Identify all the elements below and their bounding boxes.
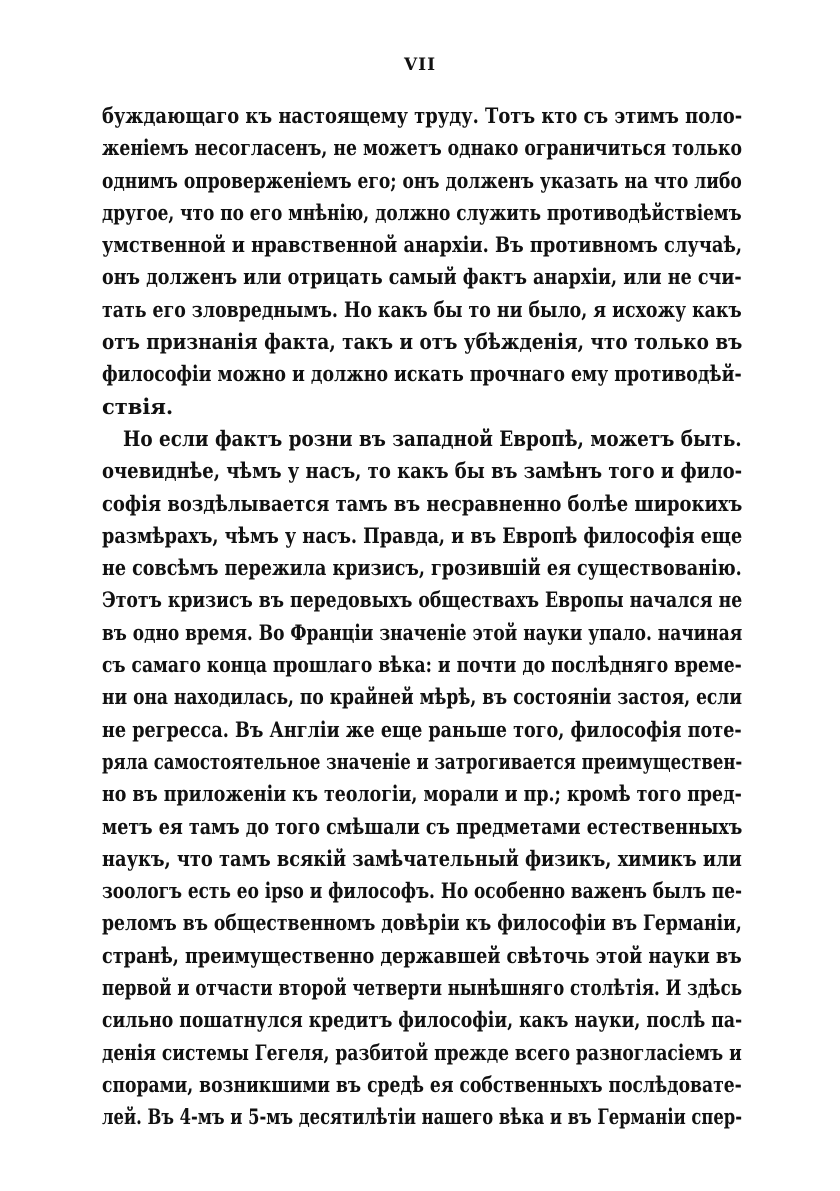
text-line: спорами, возникшими въ средѣ ея собственныхъ послѣдовате- xyxy=(102,1071,742,1097)
text-line: денія системы Гегеля, разбитой прежде всего разногласіемъ и xyxy=(102,1039,742,1065)
text-line: ряла самостоятельное значеніе и затрогивается преимуществен- xyxy=(102,748,743,774)
text-line: Этотъ кризисъ въ передовыхъ обществахъ Европы начался не xyxy=(102,587,743,613)
text-line: умственной и нравственной анархіи. Въ противномъ случаѣ, xyxy=(102,232,743,258)
text-line: тать его зловреднымъ. Но какъ бы то ни было, я исхожу какъ xyxy=(102,296,742,322)
text-line: размѣрахъ, чѣмъ у насъ. Правда, и въ Европѣ философія еще xyxy=(102,522,743,548)
text-line: не совсѣмъ пережила кризисъ, грозившій ея существованію. xyxy=(102,555,742,581)
text-line: другое, что по его мнѣнію, должно служить противодѣйствіемъ xyxy=(102,199,742,225)
text-line: не регресса. Въ Англіи же еще раньше того, философія поте- xyxy=(102,716,742,742)
text-line: наукъ, что тамъ всякій замѣчательный физикъ, химикъ или xyxy=(102,845,742,871)
text-line: ни она находилась, по крайней мѣрѣ, въ состояніи застоя, если xyxy=(102,684,742,710)
text-line: первой и отчасти второй четверти нынѣшняго столѣтія. И здѣсь xyxy=(102,975,743,1001)
text-line: отъ признанія факта, такъ и отъ убѣжденія, что только въ xyxy=(102,329,743,355)
text-line: философіи можно и должно искать прочнаго ему противодѣй- xyxy=(102,361,742,387)
body-text xyxy=(102,100,742,1134)
text-line: буждающаго къ настоящему труду. Тотъ кто съ этимъ поло- xyxy=(102,103,743,128)
text-line: странѣ, преимущественно державшей свѣточь этой науки въ xyxy=(102,942,742,968)
text-line: однимъ опроверженіемъ его; онъ долженъ указать на что либо xyxy=(102,167,742,193)
text-line: женіемъ несогласенъ, не можетъ однако ограничиться только xyxy=(102,135,742,161)
text-line: сильно пошатнулся кредитъ философіи, какъ науки, послѣ па- xyxy=(102,1007,743,1033)
text-line: въ одно время. Во Франціи значеніе этой науки упало. начиная xyxy=(102,619,743,645)
text-line: съ самаго конца прошлаго вѣка: и почти до послѣдняго време- xyxy=(102,652,742,678)
text-line: зоологъ есть eo ipso и философъ. Но особенно важенъ былъ пе- xyxy=(102,878,743,904)
text-line: софія воздѣлывается тамъ въ несравненно болѣе широкихъ xyxy=(102,490,743,516)
text-line: но въ приложеніи къ теологіи, морали и пр.; кромѣ того пред- xyxy=(102,781,742,807)
text-line: метъ ея тамъ до того смѣшали съ предметами естественныхъ xyxy=(102,813,743,839)
paragraph-end-line: ствія. xyxy=(102,393,174,419)
text-line: реломъ въ общественномъ довѣріи къ философіи въ Германіи, xyxy=(102,910,742,936)
text-line: лей. Въ 4-мъ и 5-мъ десятилѣтіи нашего вѣка и въ Германіи спер- xyxy=(102,1104,743,1130)
page-number: VII xyxy=(403,55,437,75)
text-line: онъ долженъ или отрицать самый фактъ анархіи, или не счи- xyxy=(102,264,742,290)
text-line: очевиднѣе, чѣмъ у насъ, то какъ бы въ замѣнъ того и фило- xyxy=(102,458,743,484)
paragraph-start-line: Но если фактъ розни въ западной Европѣ, можетъ быть. xyxy=(123,425,742,451)
